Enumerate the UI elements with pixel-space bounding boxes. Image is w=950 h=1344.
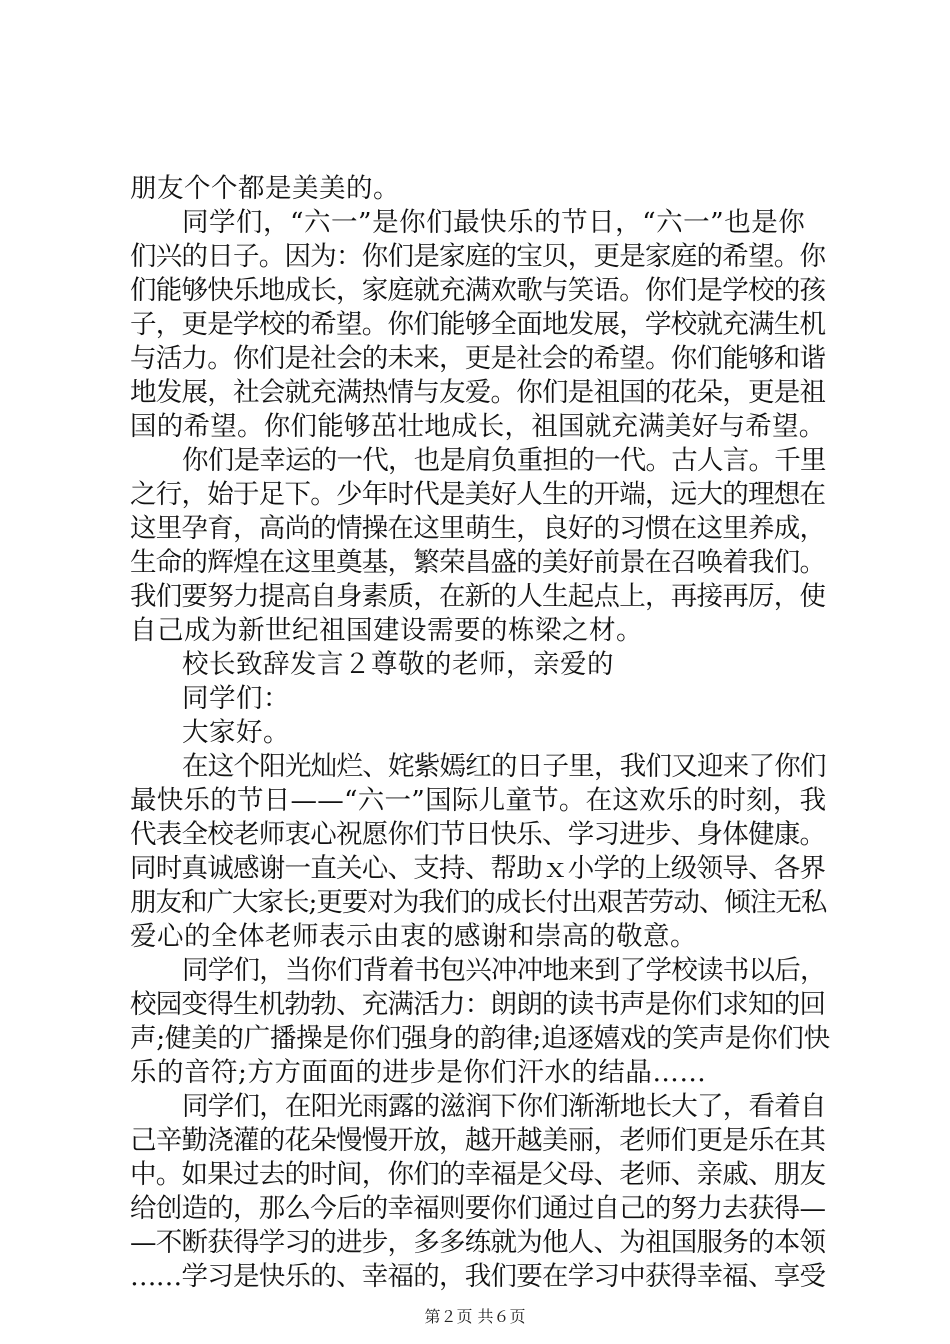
section-heading: 校长致辞发言２尊敬的老师，亲爱的	[182, 649, 614, 680]
text-line: 中。如果过去的时间，你们的幸福是父母、老师、亲戚、朋友	[130, 1159, 826, 1190]
paragraph-first-line: 同学们，当你们背着书包兴冲冲地来到了学校读书以后，	[182, 955, 826, 986]
paragraph-first-line: 在这个阳光灿烂、姹紫嫣红的日子里，我们又迎来了你们	[182, 751, 826, 782]
text-line: 们兴的日子。因为：你们是家庭的宝贝，更是家庭的希望。你	[130, 241, 826, 272]
text-line: 乐的音符;方方面面的进步是你们汗水的结晶……	[130, 1057, 707, 1088]
text-line: 己辛勤浇灌的花朵慢慢开放，越开越美丽，老师们更是乐在其	[130, 1125, 826, 1156]
text-line: 朋友个个都是美美的。	[130, 173, 400, 204]
paragraph-first-line: 同学们，“六一”是你们最快乐的节日，“六一”也是你	[182, 207, 806, 238]
text-line: 代表全校老师衷心祝愿你们节日快乐、学习进步、身体健康。	[130, 819, 826, 850]
text-line: 子，更是学校的希望。你们能够全面地发展，学校就充满生机	[130, 309, 826, 340]
greeting: 大家好。	[182, 717, 290, 748]
text-line: 国的希望。你们能够茁壮地成长，祖国就充满美好与希望。	[130, 411, 826, 442]
text-line: 这里孕育，高尚的情操在这里萌生，良好的习惯在这里养成，	[130, 513, 826, 544]
salutation: 同学们：	[182, 683, 290, 714]
paragraph-first-line: 你们是幸运的一代，也是肩负重担的一代。古人言。千里	[182, 445, 826, 476]
text-line: 最快乐的节日——“六一”国际儿童节。在这欢乐的时刻，我	[130, 785, 827, 816]
text-line: 与活力。你们是社会的未来，更是社会的希望。你们能够和谐	[130, 343, 826, 374]
text-line: ……学习是快乐的、幸福的，我们要在学习中获得幸福、享受	[130, 1261, 826, 1292]
text-line: 地发展，社会就充满热情与友爱。你们是祖国的花朵，更是祖	[130, 377, 826, 408]
text-line: 我们要努力提高自身素质，在新的人生起点上，再接再厉，使	[130, 581, 826, 612]
paragraph-first-line: 同学们，在阳光雨露的滋润下你们渐渐地长大了，看着自	[182, 1091, 826, 1122]
text-line: 爱心的全体老师表示由衷的感谢和崇高的敬意。	[130, 921, 697, 952]
text-line: 给创造的，那么今后的幸福则要你们通过自己的努力去获得—	[130, 1193, 826, 1224]
text-line: 声;健美的广播操是你们强身的韵律;追逐嬉戏的笑声是你们快	[130, 1023, 830, 1054]
text-line: 朋友和广大家长;更要对为我们的成长付出艰苦劳动、倾注无私	[130, 887, 827, 918]
text-line: 生命的辉煌在这里奠基，繁荣昌盛的美好前景在召唤着我们。	[130, 547, 826, 578]
text-line: 同时真诚感谢一直关心、支持、帮助ｘ小学的上级领导、各界	[130, 853, 826, 884]
text-line: 们能够快乐地成长，家庭就充满欢歌与笑语。你们是学校的孩	[130, 275, 826, 306]
page-number-footer: 第２页 共６页	[424, 1307, 526, 1326]
text-line: —不断获得学习的进步，多多练就为他人、为祖国服务的本领	[130, 1227, 826, 1258]
text-line: 校园变得生机勃勃、充满活力：朗朗的读书声是你们求知的回	[130, 989, 826, 1020]
text-line: 自己成为新世纪祖国建设需要的栋梁之材。	[130, 615, 643, 646]
text-line: 之行，始于足下。少年时代是美好人生的开端，远大的理想在	[130, 479, 826, 510]
